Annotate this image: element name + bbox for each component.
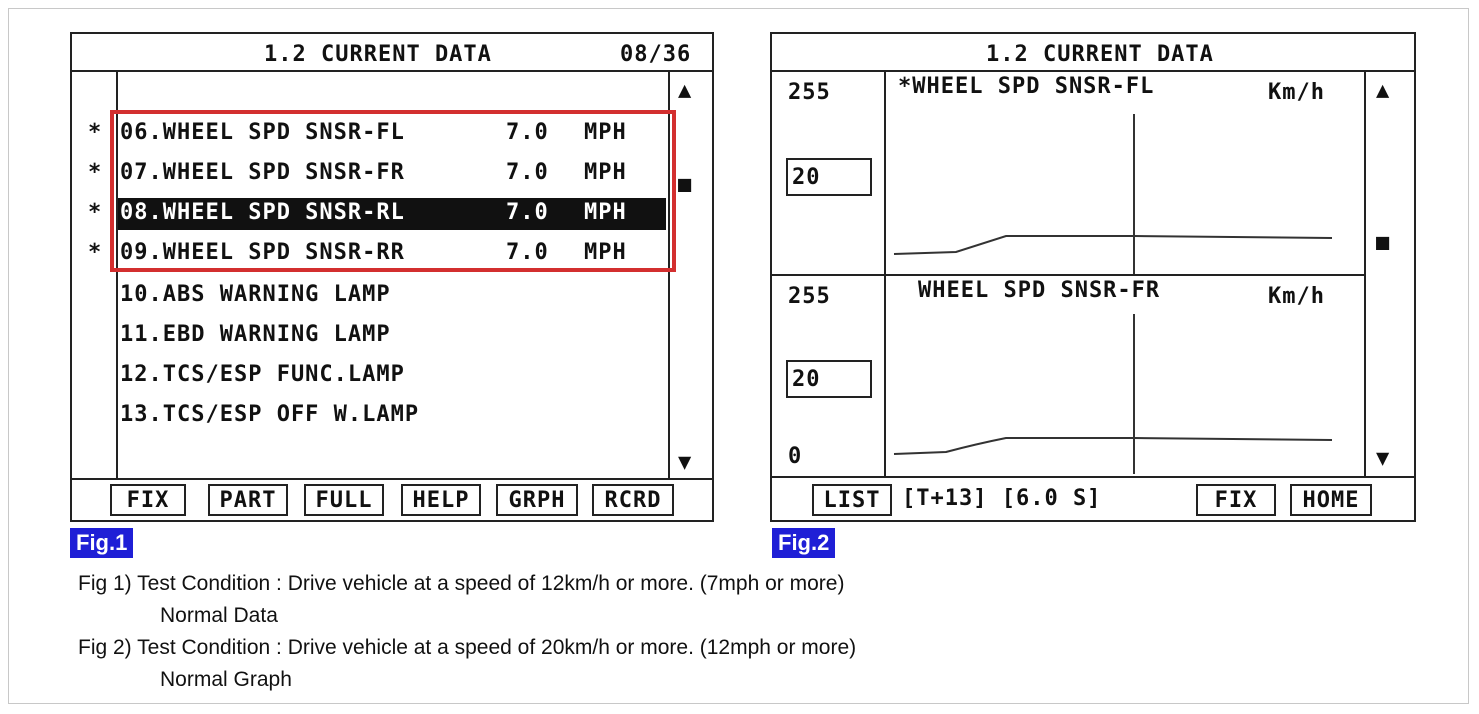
sensor-unit: MPH — [584, 120, 627, 145]
rcrd-button[interactable]: RCRD — [592, 484, 674, 516]
graph1-unit: Km/h — [1268, 80, 1325, 105]
fig1-footer-divider — [72, 478, 712, 480]
sensor-value: 7.0 — [506, 200, 549, 225]
full-button[interactable]: FULL — [304, 484, 384, 516]
sensor-value: 7.0 — [506, 120, 549, 145]
list-item[interactable] — [72, 400, 668, 432]
caption-fig2-result: Normal Graph — [160, 668, 292, 691]
graph2-setpoint-field[interactable]: 20 — [786, 360, 872, 398]
graph1-plot — [886, 104, 1364, 274]
sensor-value: 7.0 — [506, 160, 549, 185]
sensor-unit: MPH — [584, 200, 627, 225]
selected-star-icon: * — [88, 120, 103, 145]
selected-star-icon: * — [88, 240, 103, 265]
selected-star-icon: * — [88, 160, 103, 185]
list-item[interactable] — [72, 360, 668, 392]
grph-button[interactable]: GRPH — [496, 484, 578, 516]
fix-button[interactable]: FIX — [1196, 484, 1276, 516]
fig2-graph-screen — [770, 32, 1416, 522]
part-button[interactable]: PART — [208, 484, 288, 516]
scroll-down-icon[interactable]: ▼ — [678, 450, 693, 475]
sensor-label: 08.WHEEL SPD SNSR-RL — [120, 200, 405, 225]
fig1-header-divider — [72, 70, 712, 72]
graph2-unit: Km/h — [1268, 284, 1325, 309]
caption-fig1-condition: Fig 1) Test Condition : Drive vehicle at a speed of 12km/h or more. (7mph or more) — [78, 572, 845, 595]
graph2-min-label: 0 — [788, 444, 803, 469]
caption-fig1-result: Normal Data — [160, 604, 278, 627]
list-item[interactable] — [72, 280, 668, 312]
fig2-graph-divider — [772, 274, 1366, 276]
fig2-header-title: 1.2 CURRENT DATA — [986, 42, 1214, 67]
fig1-scan-screen — [70, 32, 714, 522]
graph1-max-label: 255 — [788, 80, 831, 105]
sensor-unit: MPH — [584, 160, 627, 185]
graph-time-info: [T+13] [6.0 S] — [902, 486, 1102, 511]
graph1-setpoint-field[interactable]: 20 — [786, 158, 872, 196]
home-button[interactable]: HOME — [1290, 484, 1372, 516]
graph1-title: *WHEEL SPD SNSR-FL — [898, 74, 1155, 99]
sensor-label: 07.WHEEL SPD SNSR-FR — [120, 160, 405, 185]
sensor-label: 12.TCS/ESP FUNC.LAMP — [120, 362, 405, 387]
fig2-header-divider — [772, 70, 1414, 72]
scroll-thumb-icon[interactable]: ■ — [1376, 230, 1391, 255]
sensor-unit: MPH — [584, 240, 627, 265]
list-item[interactable] — [72, 320, 668, 352]
sensor-label: 13.TCS/ESP OFF W.LAMP — [120, 402, 420, 427]
scroll-thumb-icon[interactable]: ■ — [678, 172, 693, 197]
sensor-label: 06.WHEEL SPD SNSR-FL — [120, 120, 405, 145]
sensor-label: 09.WHEEL SPD SNSR-RR — [120, 240, 405, 265]
red-highlight-box — [110, 110, 676, 272]
help-button[interactable]: HELP — [401, 484, 481, 516]
fig1-page-counter: 08/36 — [620, 42, 692, 67]
scroll-up-icon[interactable]: ▲ — [1376, 78, 1391, 103]
graph2-max-label: 255 — [788, 284, 831, 309]
scroll-down-icon[interactable]: ▼ — [1376, 446, 1391, 471]
graph2-title: WHEEL SPD SNSR-FR — [918, 278, 1161, 303]
caption-fig2-condition: Fig 2) Test Condition : Drive vehicle at a speed of 20km/h or more. (12mph or more) — [78, 636, 857, 659]
list-button[interactable]: LIST — [812, 484, 892, 516]
sensor-label: 10.ABS WARNING LAMP — [120, 282, 391, 307]
fig1-tag: Fig.1 — [70, 528, 133, 558]
fig1-header-title: 1.2 CURRENT DATA — [264, 42, 492, 67]
graph2-plot — [886, 304, 1364, 474]
sensor-label: 11.EBD WARNING LAMP — [120, 322, 391, 347]
scroll-up-icon[interactable]: ▲ — [678, 78, 693, 103]
fix-button[interactable]: FIX — [110, 484, 186, 516]
selected-star-icon: * — [88, 200, 103, 225]
fig2-tag: Fig.2 — [772, 528, 835, 558]
fig2-footer-divider — [772, 476, 1414, 478]
sensor-value: 7.0 — [506, 240, 549, 265]
